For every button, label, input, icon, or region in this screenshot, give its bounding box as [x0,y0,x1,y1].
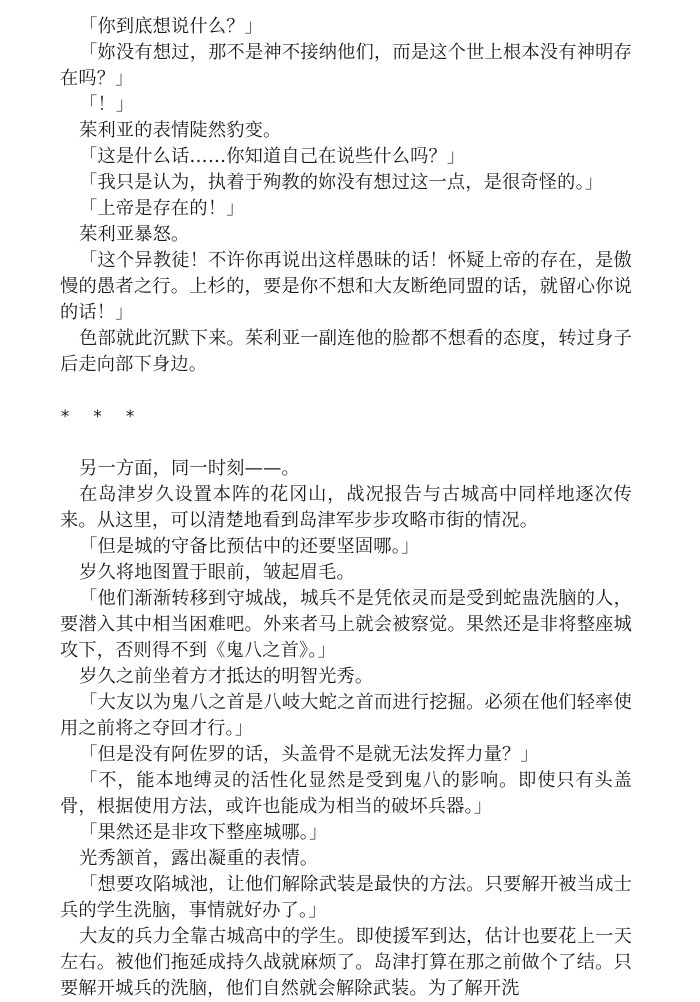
paragraph: 「但是城的守备比预估中的还要坚固哪。」 [79,536,420,557]
paragraph: 「想要攻陷城池，让他们解除武装是最快的方法。只要解开被当成士兵的学生洗脑，事情就好办了。」 [60,874,632,921]
paragraph: 「这个异教徒！不许你再说出这样愚昧的话！怀疑上帝的存在，是傲慢的愚者之行。上杉的，要是你不想和大友断绝同盟的话，就留心你说的话！」 [60,250,632,323]
paragraph: 「上帝是存在的！」 [79,198,245,219]
paragraph: 另一方面，同一时刻——。 [79,458,300,479]
section-shimazu-camp [60,456,632,1002]
paragraph: 茱利亚暴怒。 [79,224,190,245]
paragraph: 「但是没有阿佐罗的话，头盖骨不是就无法发挥力量？」 [79,744,539,765]
paragraph: 岁久将地图置于眼前，皱起眉毛。 [79,562,355,583]
novel-page [60,14,632,1002]
paragraph: 「不，能本地缚灵的活性化显然是受到鬼八的影响。即使只有头盖骨，根据使用方法，或许也能成为相当的破坏兵器。」 [60,770,632,817]
paragraph: 「我只是认为，执着于殉教的妳没有想过这一点，是很奇怪的。」 [79,172,604,193]
section-juliya-dialogue [60,14,632,378]
paragraph: 大友的兵力全靠古城高中的学生。即使援军到达，估计也要花上一天左右。被他们拖延成持久战就麻烦了。岛津打算在那之前做个了结。只要解开城兵的洗脑，他们自然就会解除武装。为了解开洗 [60,926,632,999]
paragraph: 茱利亚的表情陡然豹变。 [79,120,282,141]
scene-separator: * * * [60,407,142,427]
paragraph: 「你到底想说什么？」 [79,16,263,37]
blank-line [60,430,632,456]
paragraph: 在岛津岁久设置本阵的花冈山，战况报告与古城高中同样地逐次传来。从这里，可以清楚地看到岛津军步步攻略市街的情况。 [60,484,632,531]
paragraph: 光秀颔首，露出凝重的表情。 [79,848,319,869]
paragraph: 色部就此沉默下来。茱利亚一副连他的脸都不想看的态度，转过身子后走向部下身边。 [60,328,632,375]
paragraph: 「他们渐渐转移到守城战，城兵不是凭依灵而是受到蛇蛊洗脑的人，要潜入其中相当困难吧。外来者马上就会被察觉。果然还是非将整座城攻下，否则得不到《鬼八之首》。」 [60,588,632,661]
paragraph: 「这是什么话……你知道自己在说些什么吗？」 [79,146,466,167]
paragraph: 「大友以为鬼八之首是八岐大蛇之首而进行挖掘。必须在他们轻率使用之前将之夺回才行。」 [60,692,632,739]
paragraph: 「妳没有想过，那不是神不接纳他们，而是这个世上根本没有神明存在吗？」 [60,42,632,89]
blank-line [60,378,632,404]
paragraph: 「！」 [79,94,135,115]
paragraph: 岁久之前坐着方才抵达的明智光秀。 [79,666,374,687]
paragraph: 「果然还是非攻下整座城哪。」 [79,822,328,843]
